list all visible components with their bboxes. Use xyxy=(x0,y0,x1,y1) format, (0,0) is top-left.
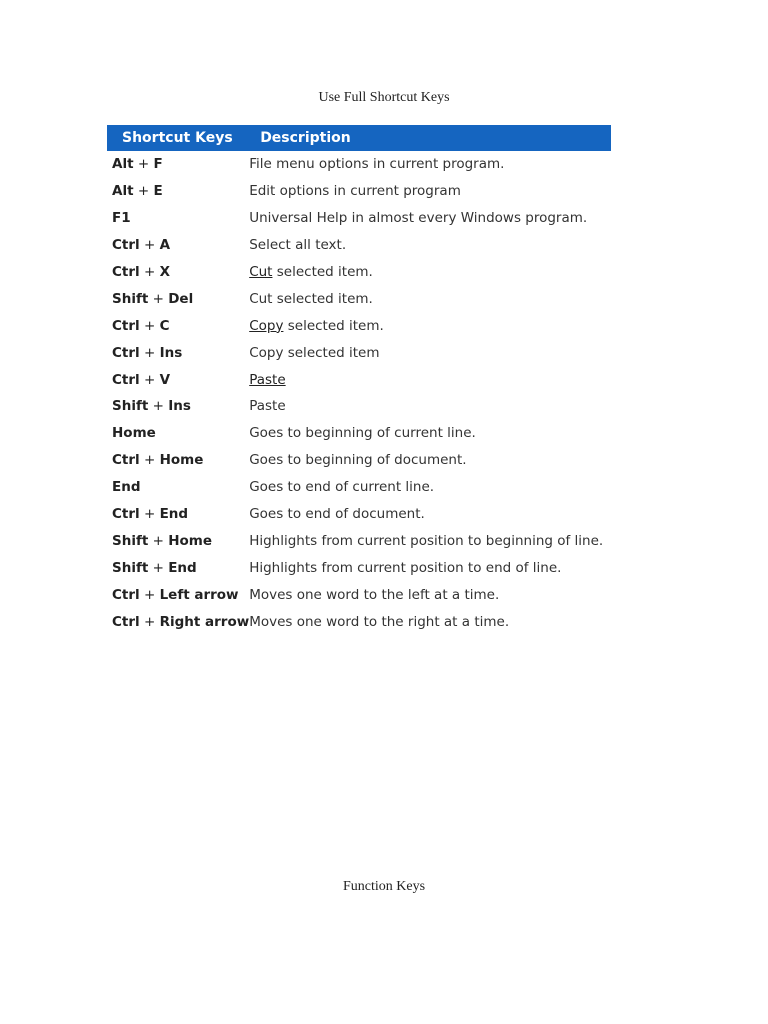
key-name: Shift xyxy=(112,532,149,549)
shortcut-keys-cell xyxy=(107,501,249,528)
description-cell xyxy=(249,608,611,635)
key-name: F xyxy=(153,156,163,173)
description-cell xyxy=(249,554,611,581)
shortcut-keys-cell xyxy=(107,554,249,581)
table-row xyxy=(107,178,611,205)
plus-separator: + xyxy=(139,613,160,630)
description-cell xyxy=(249,178,611,205)
description-cell xyxy=(249,474,611,501)
description-text: Edit options in current program xyxy=(249,183,461,200)
plus-separator: + xyxy=(139,237,160,254)
shortcut-keys-cell xyxy=(107,312,249,339)
description-cell xyxy=(249,366,611,393)
table-row xyxy=(107,366,611,393)
shortcut-keys-cell xyxy=(107,285,249,312)
description-link[interactable]: Copy xyxy=(249,317,284,334)
key-name: End xyxy=(168,559,197,576)
description-link[interactable]: Cut xyxy=(249,264,273,280)
shortcut-keys-cell xyxy=(107,527,249,554)
key-name: Del xyxy=(168,290,194,307)
description-cell xyxy=(249,420,611,447)
key-name: V xyxy=(159,371,171,388)
key-name: End xyxy=(112,479,141,496)
table-row xyxy=(107,393,611,420)
key-name: Ctrl xyxy=(112,613,140,630)
description-text: Goes to end of current line. xyxy=(249,479,435,496)
key-name: Ctrl xyxy=(112,344,140,361)
description-cell xyxy=(249,501,611,528)
description-cell xyxy=(249,527,611,554)
key-name: Shift xyxy=(112,559,149,576)
shortcut-keys-cell xyxy=(107,259,249,286)
description-cell xyxy=(249,285,611,312)
description-cell xyxy=(249,151,611,178)
description-text: Highlights from current position to beginning of line. xyxy=(249,532,604,549)
key-name: C xyxy=(159,317,170,334)
shortcut-keys-cell xyxy=(107,581,249,608)
table-row xyxy=(107,527,611,554)
table-row xyxy=(107,554,611,581)
shortcut-keys-cell xyxy=(107,366,249,393)
description-text: Goes to beginning of document. xyxy=(249,452,467,469)
key-name: Shift xyxy=(112,290,149,307)
table-row xyxy=(107,474,611,501)
shortcut-keys-cell xyxy=(107,232,249,259)
shortcut-keys-cell xyxy=(107,178,249,205)
shortcut-table xyxy=(107,125,611,635)
plus-separator: + xyxy=(139,506,160,523)
description-cell xyxy=(249,447,611,474)
table-body xyxy=(107,151,611,635)
key-name: Alt xyxy=(112,156,134,173)
header-description: Description xyxy=(260,130,351,146)
key-name: Ins xyxy=(159,344,183,361)
description-cell xyxy=(249,339,611,366)
key-name: Alt xyxy=(112,183,134,200)
table-row xyxy=(107,581,611,608)
plus-separator: + xyxy=(148,290,169,307)
plus-separator: + xyxy=(139,371,160,388)
table-header-row xyxy=(107,125,611,151)
table-row xyxy=(107,447,611,474)
plus-separator: + xyxy=(148,559,169,576)
plus-separator: + xyxy=(139,264,160,280)
key-name: End xyxy=(159,506,189,523)
plus-separator: + xyxy=(133,183,154,200)
table-row xyxy=(107,420,611,447)
key-name: Ctrl xyxy=(112,452,140,469)
key-name: Home xyxy=(112,425,156,442)
key-name: X xyxy=(159,264,170,280)
table-row xyxy=(107,501,611,528)
table-row xyxy=(107,312,611,339)
description-text: Copy selected item xyxy=(249,344,380,361)
key-name: Ins xyxy=(168,398,191,415)
description-text: Universal Help in almost every Windows program. xyxy=(249,210,588,227)
description-text: Moves one word to the right at a time. xyxy=(249,613,510,630)
shortcut-keys-cell xyxy=(107,151,249,178)
description-text: Goes to beginning of current line. xyxy=(249,425,476,442)
description-text: Cut selected item. xyxy=(249,290,373,307)
description-cell xyxy=(249,232,611,259)
description-text: Select all text. xyxy=(249,237,347,254)
plus-separator: + xyxy=(139,344,160,361)
description-text: Highlights from current position to end of line. xyxy=(249,559,562,576)
description-text: selected item. xyxy=(272,264,373,280)
shortcut-keys-cell xyxy=(107,339,249,366)
description-cell xyxy=(249,393,611,420)
description-text: Paste xyxy=(249,398,286,415)
key-name: Right arrow xyxy=(159,613,250,630)
shortcut-keys-cell xyxy=(107,393,249,420)
key-name: Ctrl xyxy=(112,237,140,254)
key-name: Ctrl xyxy=(112,506,140,523)
description-text: File menu options in current program. xyxy=(249,156,505,173)
description-cell xyxy=(249,581,611,608)
header-shortcut-keys: Shortcut Keys xyxy=(122,130,233,146)
plus-separator: + xyxy=(139,317,160,334)
key-name: Home xyxy=(168,532,212,549)
plus-separator: + xyxy=(133,156,154,173)
table-row xyxy=(107,608,611,635)
table-row xyxy=(107,151,611,178)
table-row xyxy=(107,232,611,259)
table-row xyxy=(107,339,611,366)
description-link[interactable]: Paste xyxy=(249,371,286,388)
shortcut-keys-cell xyxy=(107,205,249,232)
shortcut-keys-cell xyxy=(107,447,249,474)
key-name: Ctrl xyxy=(112,371,140,388)
description-cell xyxy=(249,205,611,232)
section-title-function-keys: Function Keys xyxy=(342,879,426,894)
plus-separator: + xyxy=(139,452,160,469)
key-name: F1 xyxy=(112,210,131,227)
key-name: Ctrl xyxy=(112,264,140,280)
description-cell xyxy=(249,259,611,286)
table-row xyxy=(107,259,611,286)
description-text: Moves one word to the left at a time. xyxy=(249,586,500,603)
key-name: A xyxy=(159,237,171,254)
description-text: Goes to end of document. xyxy=(249,506,425,523)
key-name: Ctrl xyxy=(112,317,140,334)
shortcut-keys-cell xyxy=(107,474,249,501)
plus-separator: + xyxy=(148,398,169,415)
key-name: Shift xyxy=(112,398,149,415)
page-title: Use Full Shortcut Keys xyxy=(318,90,450,105)
key-name: Home xyxy=(159,452,204,469)
description-cell xyxy=(249,312,611,339)
table-row xyxy=(107,285,611,312)
description-text: selected item. xyxy=(283,317,384,334)
key-name: Left arrow xyxy=(159,586,239,603)
table-row xyxy=(107,205,611,232)
shortcut-keys-cell xyxy=(107,608,249,635)
plus-separator: + xyxy=(139,586,160,603)
key-name: E xyxy=(153,183,163,200)
shortcut-keys-cell xyxy=(107,420,249,447)
key-name: Ctrl xyxy=(112,586,140,603)
plus-separator: + xyxy=(148,532,169,549)
